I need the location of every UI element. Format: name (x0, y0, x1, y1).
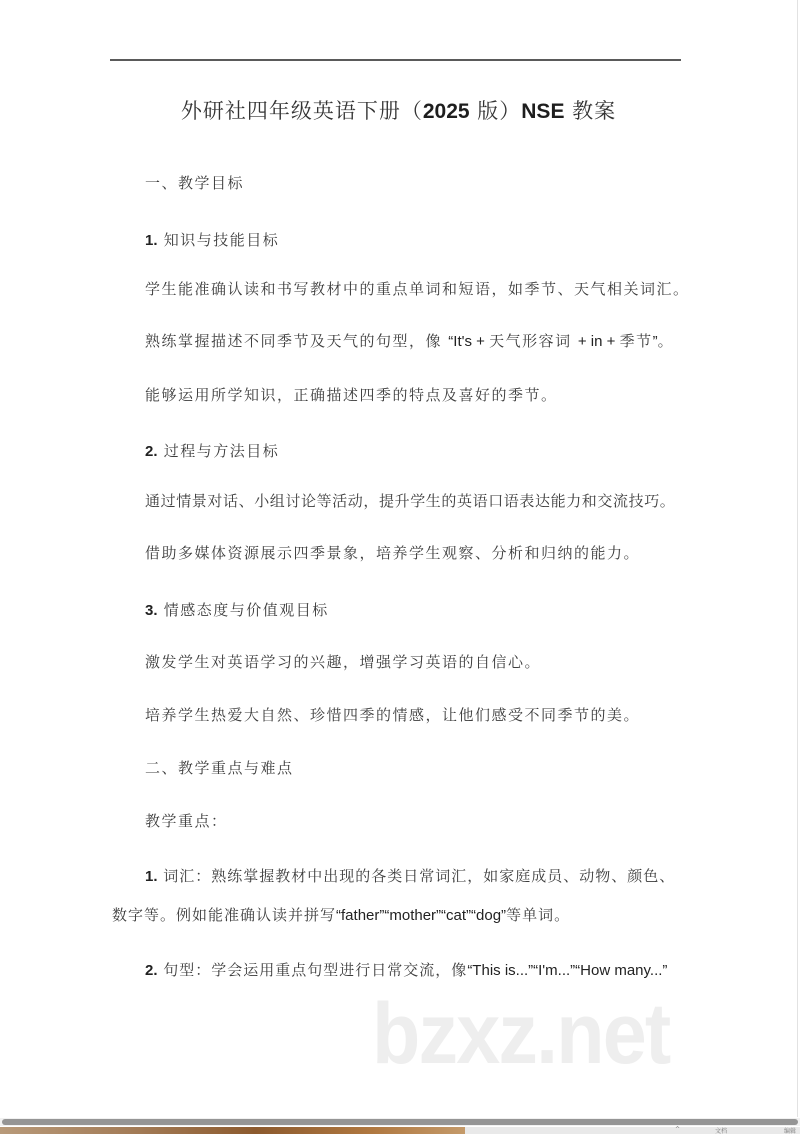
subheading-text: 情感态度与价值观目标 (163, 601, 329, 619)
subheading-knowledge-skills (145, 229, 279, 250)
item-number: 1. (145, 868, 158, 885)
chevron-up-icon[interactable]: ^ (675, 1126, 681, 1133)
paragraph: 激发学生对英语学习的兴趣，增强学习英语的自信心。 (145, 653, 542, 671)
section-heading-key-points: 二、教学重点与难点 (145, 759, 294, 777)
subheading-text: 过程与方法目标 (163, 442, 280, 460)
text-run: 。 (657, 332, 675, 350)
text-run: 天气形容词 (489, 332, 578, 350)
title-mid: 版） (469, 99, 522, 123)
text-run: 季节 (619, 332, 653, 350)
item-number: 3. (145, 602, 158, 619)
title-year: 2025 (422, 100, 470, 123)
item-number: 2. (145, 443, 158, 460)
item-number: 2. (145, 962, 158, 979)
english-run: “father”“mother”“cat”“dog” (336, 907, 507, 924)
english-run: ” (652, 333, 658, 350)
horizontal-scrollbar-thumb[interactable] (2, 1119, 798, 1125)
paragraph: 通过情景对话、小组讨论等活动，提升学生的英语口语表达能力和交流技巧。 (145, 492, 676, 510)
header-rule (110, 59, 681, 61)
subheading-process-methods (145, 440, 279, 461)
paragraph: 借助多媒体资源展示四季景象，培养学生观察、分析和归纳的能力。 (145, 544, 641, 562)
paragraph-vocabulary-continued (112, 904, 570, 925)
taskbar-right-label[interactable]: 编辑 (783, 1128, 796, 1134)
text-run: 句型：学会运用重点句型进行日常交流，像 (163, 961, 468, 979)
section-heading-objectives: 一、教学目标 (145, 174, 245, 192)
paragraph: 能够运用所学知识，正确描述四季的特点及喜好的季节。 (145, 386, 558, 404)
subheading-emotional-values (145, 599, 329, 620)
paragraph-sentence-patterns (145, 959, 667, 980)
text-run: 词汇：熟练掌握教材中出现的各类日常词汇，如家庭成员、动物、颜色、 (163, 867, 676, 885)
paragraph (145, 330, 674, 351)
item-number: 1. (145, 232, 158, 249)
document-title (0, 95, 797, 125)
taskbar (0, 1127, 800, 1134)
watermark: bzxz.net (372, 986, 670, 1082)
text-run: 熟练掌握描述不同季节及天气的句型，像 (145, 332, 449, 350)
english-run: “It's + (448, 333, 490, 350)
english-run: “This is...”“I'm...”“How many...” (467, 962, 668, 979)
title-prefix: 外研社四年级英语下册（ (180, 99, 423, 123)
text-run: 等单词。 (506, 906, 571, 924)
title-suffix: 教案 (564, 99, 617, 123)
taskbar-label[interactable]: 文档 (715, 1128, 728, 1134)
english-run: + in + (577, 333, 620, 350)
subheading-text: 知识与技能目标 (163, 231, 280, 249)
subheading-teaching-focus: 教学重点： (145, 812, 228, 830)
paragraph: 学生能准确认读和书写教材中的重点单词和短语，如季节、天气相关词汇。 (145, 280, 690, 298)
title-code: NSE (521, 100, 565, 123)
taskbar-tray (465, 1127, 800, 1134)
text-run: 数字等。例如能准确认读并拼写 (112, 906, 337, 924)
paragraph: 培养学生热爱大自然、珍惜四季的情感，让他们感受不同季节的美。 (145, 706, 641, 724)
paragraph-vocabulary (145, 865, 675, 886)
wallpaper-image (0, 1127, 465, 1134)
